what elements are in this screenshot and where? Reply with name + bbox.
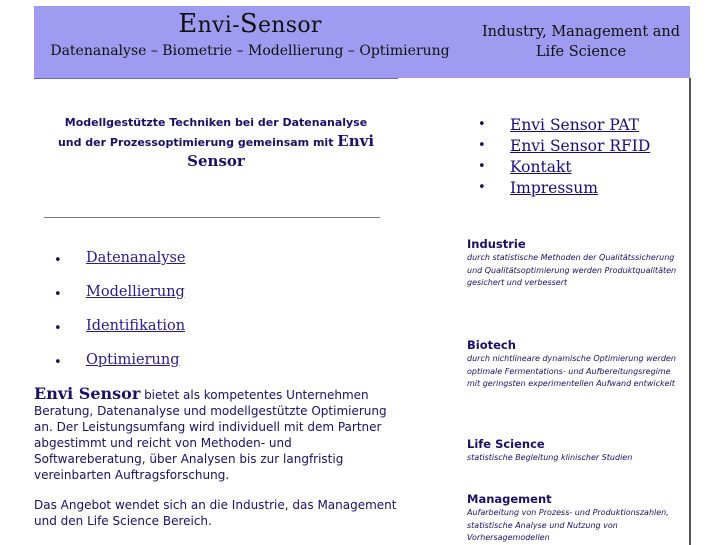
sector-description: Aufarbeitung von Prozess- und Produktionszahlen, statistische Analyse und Nutzung von Vorhersagemodellen bbox=[467, 508, 669, 542]
nav-link-optimierung[interactable]: Optimierung bbox=[86, 352, 180, 368]
brand-block bbox=[34, 6, 466, 60]
about-paragraph-1: Envi Sensor bietet als kompetentes Unternehmen Beratung, Datenanalyse und modellgestützte Optimierung an. Der Leistungsumfang wird individuell mit dem Partner abgestimmt und reicht von Methoden- und Softwareberatung, über Analysen bis zur langfristig vereinbarten Auftragsforschung. bbox=[34, 384, 387, 482]
about-text bbox=[34, 386, 406, 543]
bullet-icon: • bbox=[54, 321, 62, 336]
sector-description: durch statistische Methoden der Qualitätssicherung und Qualitätsoptimierung werden Produktqualitäten gesichert und verbessert bbox=[467, 253, 677, 287]
sector-title: Management bbox=[467, 492, 552, 506]
intro-line3: Sensor bbox=[187, 152, 245, 170]
site-subtitle: Datenanalyse – Biometrie – Modellierung – Optimierung bbox=[50, 43, 450, 59]
nav-link-datenanalyse[interactable]: Datenanalyse bbox=[86, 250, 186, 266]
bullet-icon: • bbox=[478, 180, 486, 195]
sector-title: Life Science bbox=[467, 437, 545, 451]
sector-life-science bbox=[467, 437, 685, 465]
nav-link-impressum[interactable]: Impressum bbox=[510, 179, 598, 197]
sector-industrie bbox=[467, 237, 685, 290]
sector-title: Industrie bbox=[467, 237, 526, 251]
bullet-icon: • bbox=[478, 159, 486, 174]
intro-line1: Modellgestützte Techniken bei der Datenanalyse bbox=[64, 116, 368, 129]
section-divider bbox=[44, 217, 380, 218]
tagline-line2: Life Science bbox=[535, 44, 627, 60]
nav-link-modellierung[interactable]: Modellierung bbox=[86, 284, 185, 300]
sector-description: statistische Begleitung klinischer Studien bbox=[467, 453, 633, 462]
nav-link-identifikation[interactable]: Identifikation bbox=[86, 318, 186, 334]
header-tagline bbox=[472, 22, 690, 62]
about-paragraph-2: Das Angebot wendet sich an die Industrie, das Management und den Life Science Bereich. bbox=[34, 498, 397, 528]
content-border bbox=[689, 78, 691, 545]
bullet-icon: • bbox=[54, 287, 62, 302]
sector-biotech bbox=[467, 338, 685, 391]
sector-management bbox=[467, 492, 685, 545]
intro-text bbox=[34, 114, 398, 170]
nav-link-envi-sensor-rfid[interactable]: Envi Sensor RFID bbox=[510, 137, 651, 155]
header-divider bbox=[34, 78, 398, 79]
bullet-icon: • bbox=[54, 253, 62, 268]
site-title: Envi-Sensor bbox=[178, 9, 322, 39]
nav-link-kontakt[interactable]: Kontakt bbox=[510, 158, 572, 176]
about-brand: Envi Sensor bbox=[34, 384, 141, 403]
sector-description: durch nichtlineare dynamische Optimierung werden optimale Fermentations- und Aufbereitungsregime mit geringsten experimentellen Aufwand entwickelt bbox=[467, 354, 676, 388]
intro-line2: und der Prozessoptimierung gemeinsam mit Envi bbox=[57, 132, 375, 150]
bullet-icon: • bbox=[54, 355, 62, 370]
header-banner bbox=[34, 6, 690, 78]
tagline-line1: Industry, Management and bbox=[481, 24, 681, 40]
bullet-icon: • bbox=[478, 138, 486, 153]
nav-link-envi-sensor-pat[interactable]: Envi Sensor PAT bbox=[510, 116, 640, 134]
sector-title: Biotech bbox=[467, 338, 516, 352]
bullet-icon: • bbox=[478, 117, 486, 132]
